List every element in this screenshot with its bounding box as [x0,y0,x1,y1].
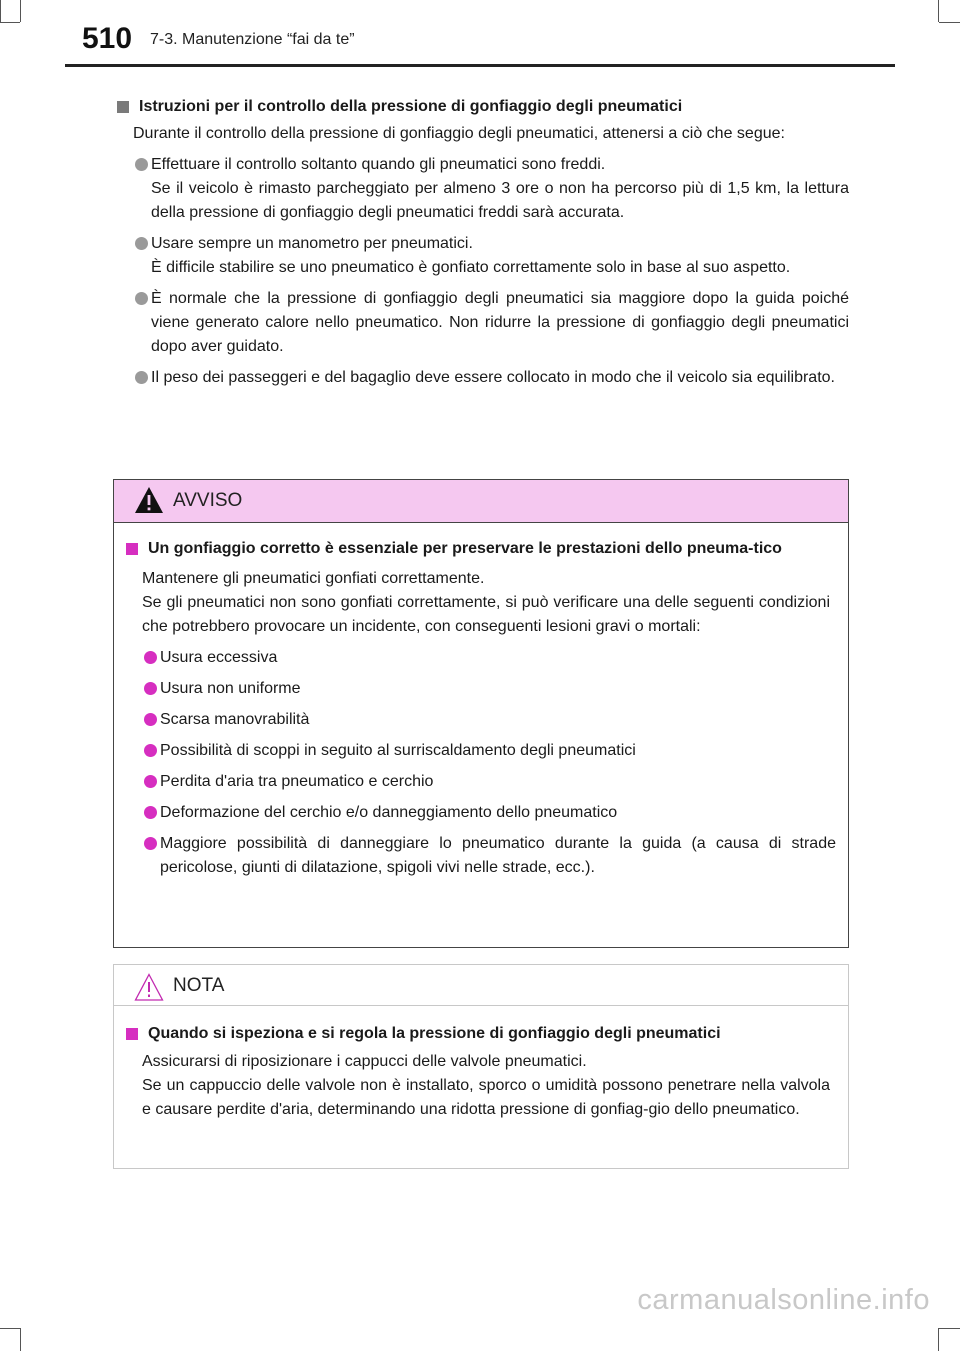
list-item-text: Possibilità di scoppi in seguito al surriscaldamento degli pneumatici [160,742,636,759]
list-item-text: Usare sempre un manometro per pneumatici. [151,235,473,252]
list-item-text: Se il veicolo è rimasto parcheggiato per almeno 3 ore o non ha percorso più di 1,5 km, la lettura della pressione di gonfiaggio degli pneumatici freddi sarà accurata. [151,180,849,221]
list-item [113,232,849,280]
note-box [113,964,849,1169]
warning-box-header [114,480,848,523]
warning-heading-text: Un gonfiaggio corretto è essenziale per preservare le prestazioni dello pneuma-tico [148,540,782,557]
crop-mark [938,0,939,22]
note-heading [122,1022,840,1046]
crop-mark [939,22,960,23]
list-item [122,801,840,825]
caution-triangle-icon [134,973,164,1001]
list-item [113,287,849,359]
note-paragraph: Assicurarsi di riposizionare i cappucci delle valvole pneumatici. [142,1053,587,1070]
page-number: 510 [82,22,133,55]
circle-bullet-icon [144,713,157,726]
circle-bullet-icon [135,292,148,305]
warning-triangle-icon [134,486,164,514]
warning-box [113,479,849,948]
note-heading-text: Quando si ispeziona e si regola la pressione di gonfiaggio degli pneumatici [148,1025,721,1042]
circle-bullet-icon [135,158,148,171]
crop-mark [938,1328,939,1351]
crop-mark [0,1328,20,1329]
circle-bullet-icon [135,237,148,250]
square-bullet-icon [126,1028,138,1040]
list-item-text: Il peso dei passeggeri e del bagaglio deve essere collocato in modo che il veicolo sia equilibrato. [151,369,835,386]
list-item [113,366,849,390]
list-item-text: È difficile stabilire se uno pneumatico è gonfiato correttamente solo in base al suo aspetto. [151,259,791,276]
circle-bullet-icon [144,837,157,850]
section-heading-text: Istruzioni per il controllo della pressione di gonfiaggio degli pneumatici [139,98,683,115]
section-title: 7-3. Manutenzione “fai da te” [150,31,355,48]
list-item-text: Perdita d'aria tra pneumatico e cerchio [160,773,434,790]
watermark: carmanualsonline.info [637,1284,930,1316]
crop-mark [20,0,21,22]
list-item-text: Deformazione del cerchio e/o danneggiamento dello pneumatico [160,804,618,821]
note-box-header [114,965,848,1006]
intro-paragraph: Durante il controllo della pressione di gonfiaggio degli pneumatici, attenersi a ciò che segue: [133,125,785,142]
crop-mark [0,22,20,23]
circle-bullet-icon [144,682,157,695]
header-divider [65,64,895,67]
list-item [113,153,849,225]
crop-mark [0,0,1,22]
circle-bullet-icon [144,775,157,788]
list-item [122,770,840,794]
crop-mark [939,1328,960,1329]
note-box-label: NOTA [173,975,225,996]
warning-paragraph: Se gli pneumatici non sono gonfiati correttamente, si può verificare una delle seguenti condizioni che potrebbero provocare un incidente, con conseguenti lesioni gravi o mortali: [142,594,830,635]
list-item [122,708,840,732]
circle-bullet-icon [144,744,157,757]
list-item-text: Effettuare il controllo soltanto quando gli pneumatici sono freddi. [151,156,606,173]
note-box-body [114,1006,848,1122]
warning-heading [122,537,840,561]
list-item [122,739,840,763]
circle-bullet-icon [135,371,148,384]
list-item-text: Usura eccessiva [160,649,278,666]
note-paragraph: Se un cappuccio delle valvole non è installato, sporco o umidità possono penetrare nella valvola e causare perdite d'aria, determinando una ridotta pressione di gonfiag-gio dello pneumatico. [142,1077,830,1118]
square-bullet-icon [126,543,138,555]
crop-mark [20,1328,21,1351]
list-item [122,677,840,701]
warning-paragraph: Mantenere gli pneumatici gonfiati correttamente. [142,570,485,587]
warning-box-label: AVVISO [173,490,243,511]
list-item [122,646,840,670]
list-item-text: È normale che la pressione di gonfiaggio degli pneumatici sia maggiore dopo la guida poiché viene generato calore nello pneumatico. Non ridurre la pressione di gonfiaggio degli pneumatici dopo aver guidato. [151,290,849,355]
list-item-text: Scarsa manovrabilità [160,711,310,728]
circle-bullet-icon [144,651,157,664]
main-content [113,95,849,390]
circle-bullet-icon [144,806,157,819]
square-bullet-icon [117,101,129,113]
list-item [122,832,840,880]
section-heading [113,95,849,119]
list-item-text: Maggiore possibilità di danneggiare lo pneumatico durante la guida (a causa di strade pericolose, giunti di dilatazione, spigoli vivi nelle strade, ecc.). [160,835,836,876]
list-item-text: Usura non uniforme [160,680,301,697]
warning-box-body [114,523,848,880]
